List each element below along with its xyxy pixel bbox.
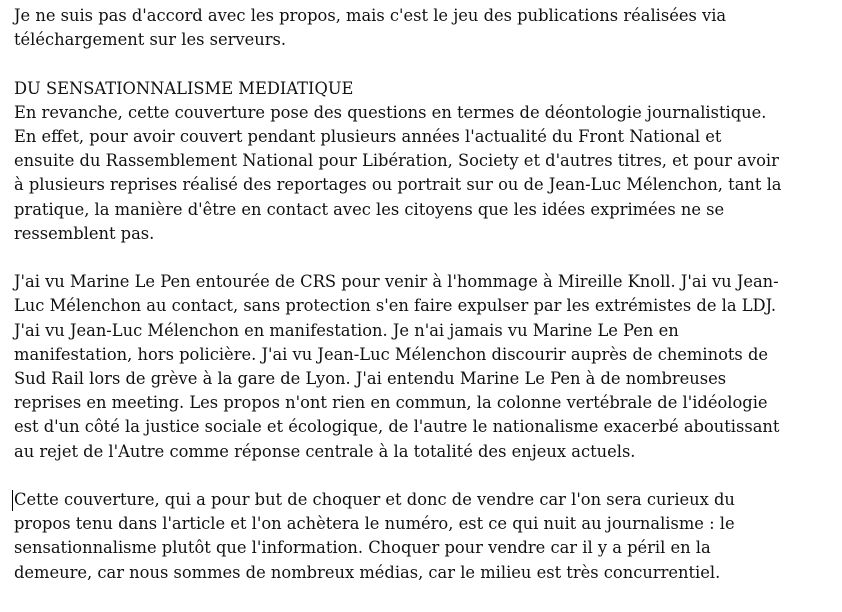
paragraph-spacer <box>14 464 836 488</box>
paragraph-intro: Je ne suis pas d'accord avec les propos, mais c'est le jeu des publications réalisées via téléchargement sur les serveurs. <box>14 6 727 50</box>
text-cursor <box>12 490 13 511</box>
document-body[interactable] <box>14 4 836 585</box>
section-heading: DU SENSATIONNALISME MEDIATIQUE <box>14 78 354 98</box>
paragraph-deontology: En revanche, cette couverture pose des questions en termes de déontologie journalistique. En effet, pour avoir couvert pendant plusieurs années l'actualité du Front National et ensuite du Rassemblement National pour Libération, Society et d'autres titres, et pour avoir à plusieurs reprises réalisé des reportages ou portrait sur ou de Jean-Luc Mélenchon, tant la pratique, la manière d'être en contact avec les citoyens que les idées exprimées ne se ressemblent pas. <box>14 102 782 243</box>
paragraph-spacer <box>14 52 836 76</box>
paragraph-spacer <box>14 246 836 270</box>
paragraph-observations: J'ai vu Marine Le Pen entourée de CRS pour venir à l'hommage à Mireille Knoll. J'ai vu Jean- Luc Mélenchon au contact, sans protection s'en faire expulser par les extrémistes de la LDJ. J'ai vu Jean-Luc Mélenchon en manifestation. Je n'ai jamais vu Marine Le Pen en manifestation, hors policière. J'ai vu Jean-Luc Mélenchon discourir auprès de cheminots de Sud Rail lors de grève à la gare de Lyon. J'ai entendu Marine Le Pen à de nombreuses reprises en meeting. Les propos n'ont rien en commun, la colonne vertébrale de l'idéologie est d'un côté la justice sociale et écologique, de l'autre le nationalisme exacerbé aboutissant au rejet de l'Autre comme réponse centrale à la totalité des enjeux actuels. <box>14 272 780 461</box>
paragraph-conclusion: Cette couverture, qui a pour but de choquer et donc de vendre car l'on sera curieux du propos tenu dans l'article et l'on achètera le numéro, est ce qui nuit au journalisme : le sensationnalisme plutôt que l'information. Choquer pour vendre car il y a péril en la demeure, car nous sommes de nombreux médias, car le milieu est très concurrentiel. <box>14 490 735 582</box>
caret-paragraph[interactable] <box>14 488 836 585</box>
